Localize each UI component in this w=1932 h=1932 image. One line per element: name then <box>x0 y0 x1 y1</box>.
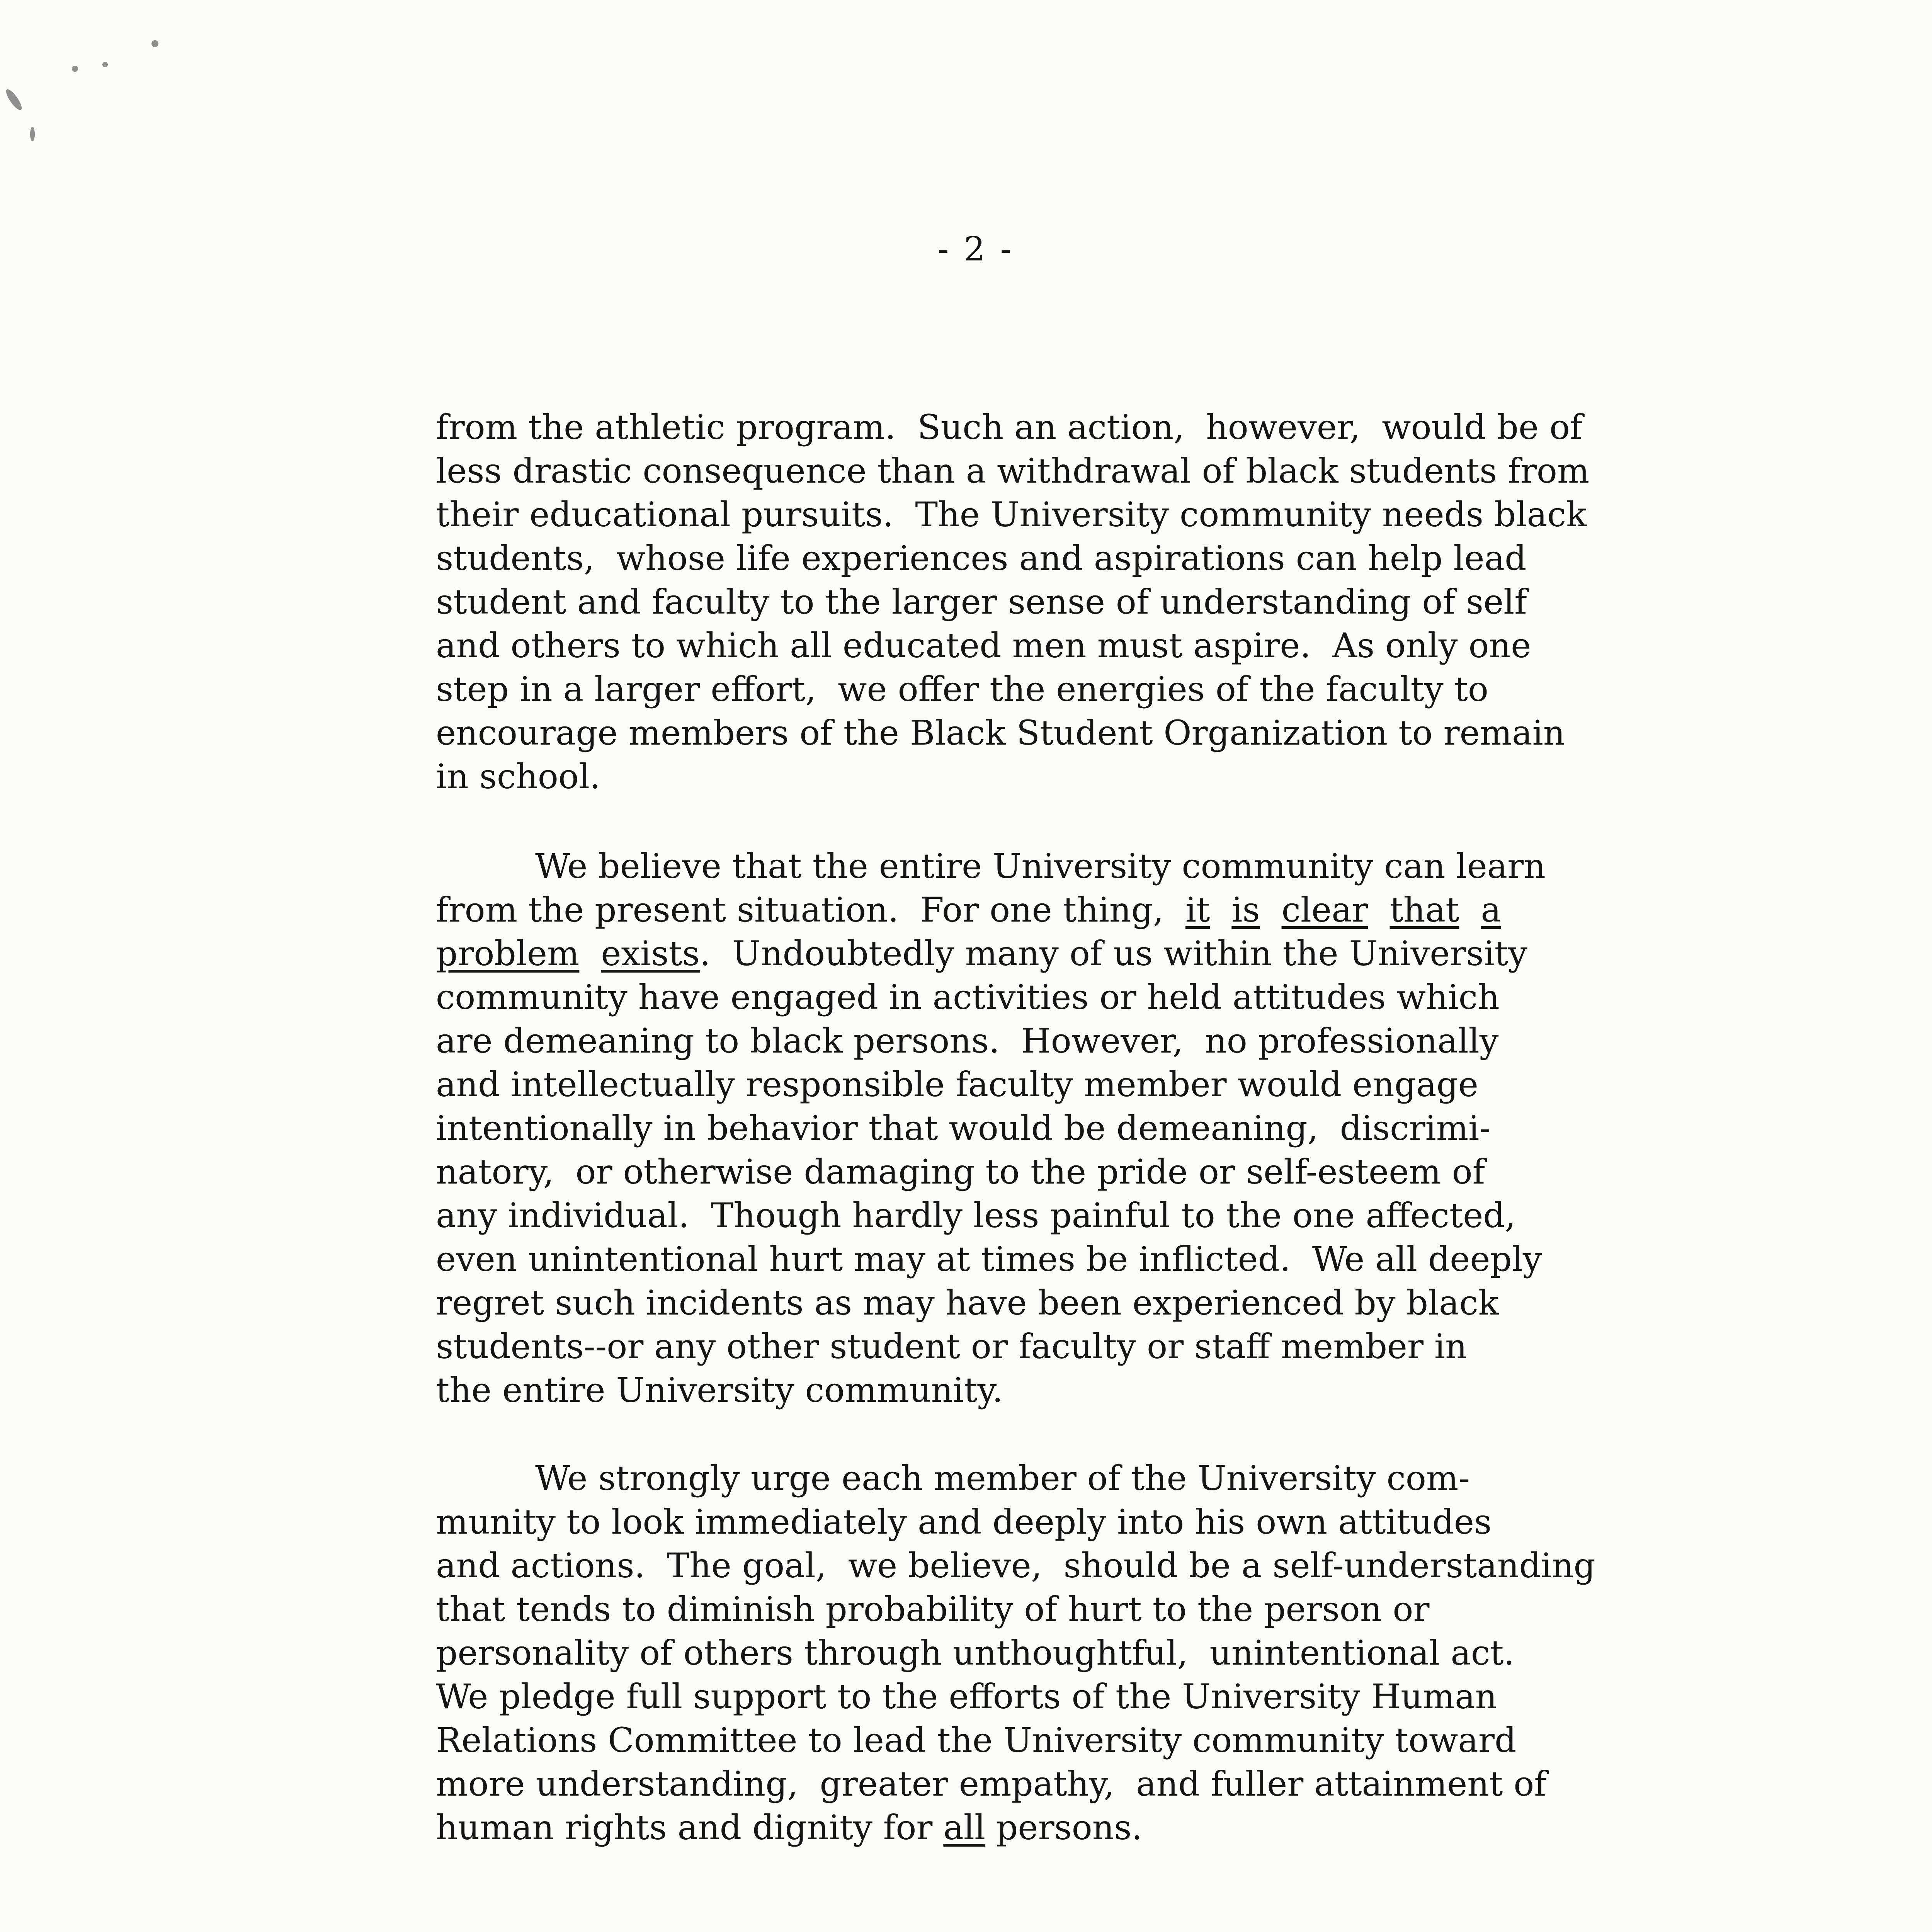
paragraph-1-line-4: students, whose life experiences and aspirations can help lead <box>436 538 1527 578</box>
scan-speck-mark <box>72 66 78 72</box>
underlined-word: all <box>943 1808 986 1847</box>
paragraph-1-line-1: from the athletic program. Such an action, however, would be of <box>436 407 1583 447</box>
paragraph-2-line-3 <box>436 932 1527 975</box>
paragraph-2-line-13: the entire University community. <box>436 1370 1003 1410</box>
paragraph-3-line-8: more understanding, greater empathy, and fuller attainment of <box>436 1764 1547 1804</box>
paragraph-1-line-5: student and faculty to the larger sense of understanding of self <box>436 582 1527 622</box>
paragraph-2-line-1: We believe that the entire University community can learn <box>535 846 1546 886</box>
paragraph-2-line-11: regret such incidents as may have been experienced by black <box>436 1283 1499 1323</box>
paragraph-2-line-12: students--or any other student or faculty or staff member in <box>436 1327 1467 1366</box>
paragraph-2-line-8: natory, or otherwise damaging to the pride or self-esteem of <box>436 1152 1485 1192</box>
paragraph-3-line-2: munity to look immediately and deeply into his own attitudes <box>436 1502 1492 1542</box>
line-text-segment: persons. <box>985 1808 1143 1847</box>
paragraph-2-line-10: even unintentional hurt may at times be inflicted. We all deeply <box>436 1239 1542 1279</box>
underlined-word: it <box>1185 890 1210 930</box>
underlined-word: a <box>1481 890 1501 930</box>
page-number: - 2 - <box>937 230 1014 269</box>
paragraph-2-line-7: intentionally in behavior that would be demeaning, discrimi- <box>436 1108 1491 1148</box>
underlined-word: clear <box>1281 890 1368 930</box>
paragraph-2-line-6: and intellectually responsible faculty member would engage <box>436 1065 1478 1104</box>
underlined-word: problem <box>436 934 580 973</box>
paragraph-2-line-2 <box>436 888 1501 932</box>
line-text-segment: from the present situation. For one thing, <box>436 890 1185 930</box>
underlined-word: exists <box>601 934 700 973</box>
paragraph-3-line-3: and actions. The goal, we believe, should be a self-understanding <box>436 1546 1595 1585</box>
line-text-segment: human rights and dignity for <box>436 1808 944 1847</box>
paragraph-2-line-9: any individual. Though hardly less painful to the one affected, <box>436 1196 1516 1235</box>
scan-speck-mark <box>3 87 24 112</box>
underlined-word: that <box>1389 890 1459 930</box>
paragraph-1-line-7: step in a larger effort, we offer the energies of the faculty to <box>436 669 1489 709</box>
paragraph-3-line-5: personality of others through unthoughtful, unintentional act. <box>436 1633 1515 1673</box>
scan-speck-mark <box>30 127 35 141</box>
paragraph-1-line-2: less drastic consequence than a withdrawal of black students from <box>436 451 1590 491</box>
paragraph-3-line-7: Relations Committee to lead the University community toward <box>436 1720 1517 1760</box>
paragraph-3-line-9 <box>436 1806 1143 1849</box>
underlined-word: is <box>1231 890 1260 930</box>
paragraph-2-line-5: are demeaning to black persons. However, no professionally <box>436 1021 1499 1061</box>
paragraph-3-line-4: that tends to diminish probability of hurt to the person or <box>436 1589 1430 1629</box>
paragraph-1-line-9: in school. <box>436 757 600 796</box>
scan-speck-mark <box>102 62 108 67</box>
paragraph-3-line-1: We strongly urge each member of the University com- <box>535 1458 1470 1498</box>
paragraph-2-line-4: community have engaged in activities or held attitudes which <box>436 977 1500 1017</box>
paragraph-1-line-3: their educational pursuits. The University community needs black <box>436 495 1587 534</box>
line-text-segment: . Undoubtedly many of us within the University <box>699 934 1527 973</box>
scan-speck-mark <box>151 40 158 47</box>
paragraph-1-line-6: and others to which all educated men must aspire. As only one <box>436 626 1531 665</box>
paragraph-1-line-8: encourage members of the Black Student Organization to remain <box>436 713 1565 753</box>
paragraph-3-line-6: We pledge full support to the efforts of the University Human <box>436 1677 1497 1716</box>
